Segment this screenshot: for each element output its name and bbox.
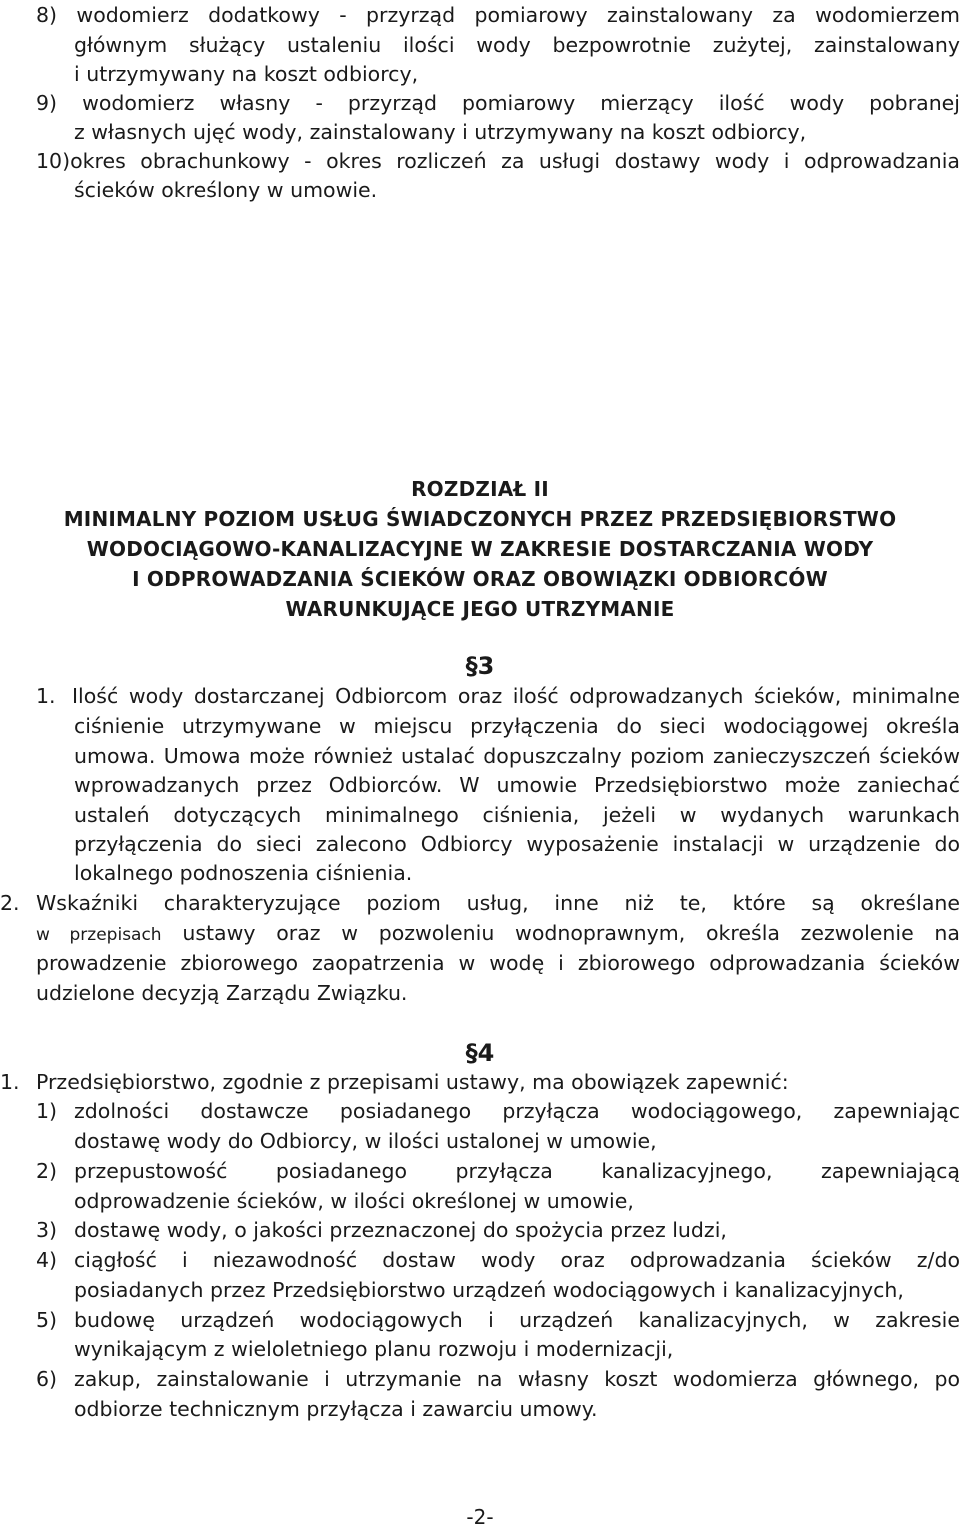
paragraph-number: 1. bbox=[0, 1070, 20, 1094]
paragraph-line: ciśnienie utrzymywane w miejscu przyłączenia do sieci wodociągowej określa bbox=[74, 714, 960, 738]
page-number: -2- bbox=[466, 1505, 494, 1529]
item-number: 4) bbox=[36, 1248, 58, 1272]
paragraph-text: Ilość wody dostarczanej Odbiorcom oraz ilość odprowadzanych ścieków, minimalne bbox=[72, 684, 960, 708]
item-number: 9) bbox=[36, 91, 58, 115]
item-text: okres obrachunkowy - okres rozliczeń za usługi dostawy wody i odprowadzania bbox=[70, 149, 960, 173]
item-number: 5) bbox=[36, 1308, 58, 1332]
item-text: wodomierz własny - przyrząd pomiarowy mierzący ilość wody pobranej bbox=[82, 91, 960, 115]
item-line: wynikającym z wieloletniego planu rozwoju i modernizacji, bbox=[74, 1337, 674, 1361]
chapter-title: ROZDZIAŁ II bbox=[411, 477, 549, 501]
item-text: ciągłość i niezawodność dostaw wody oraz odprowadzania ścieków z/do bbox=[74, 1248, 960, 1272]
definition-line: z własnych ujęć wody, zainstalowany i utrzymywany na koszt odbiorcy, bbox=[74, 120, 807, 144]
item-text: wodomierz dodatkowy - przyrząd pomiarowy zainstalowany za wodomierzem bbox=[76, 3, 960, 27]
paragraph-line: przyłączenia do sieci zalecono Odbiorcy wyposażenie instalacji w urządzenie do bbox=[74, 832, 960, 856]
paragraph-line: lokalnego podnoszenia ciśnienia. bbox=[74, 861, 413, 885]
section-3-paragraph-2 bbox=[0, 888, 960, 918]
obligation-item-3 bbox=[36, 1215, 960, 1245]
item-number: 1) bbox=[36, 1099, 58, 1123]
paragraph-line: umowa. Umowa może również ustalać dopuszczalny poziom zanieczyszczeń ścieków bbox=[74, 744, 960, 768]
chapter-heading-line: MINIMALNY POZIOM USŁUG ŚWIADCZONYCH PRZEZ PRZEDSIĘBIORSTWO bbox=[63, 507, 897, 531]
section-4-heading bbox=[0, 1038, 960, 1068]
chapter-heading-line: WODOCIĄGOWO-KANALIZACYJNE W ZAKRESIE DOSTARCZANIA WODY bbox=[86, 537, 874, 561]
definition-item-9 bbox=[36, 88, 960, 118]
paragraph-text: Wskaźniki charakteryzujące poziom usług, inne niż te, które są określane bbox=[36, 891, 960, 915]
item-number: 6) bbox=[36, 1367, 58, 1391]
item-line: posiadanych przez Przedsiębiorstwo urządzeń wodociągowych i kanalizacyjnych, bbox=[74, 1278, 904, 1302]
paragraph-line: udzielone decyzją Zarządu Związku. bbox=[36, 981, 408, 1005]
paragraph-number: 1. bbox=[36, 684, 56, 708]
paragraph-line bbox=[36, 918, 960, 950]
item-number: 3) bbox=[36, 1218, 58, 1242]
item-number: 10) bbox=[36, 149, 71, 173]
item-text: budowę urządzeń wodociągowych i urządzeń kanalizacyjnych, w zakresie bbox=[74, 1308, 960, 1332]
paragraph-number: 2. bbox=[0, 891, 20, 915]
item-line: odbiorze technicznym przyłącza i zawarciu umowy. bbox=[74, 1397, 598, 1421]
paragraph-text-small: w przepisach bbox=[36, 925, 162, 945]
paragraph-text: Przedsiębiorstwo, zgodnie z przepisami ustawy, ma obowiązek zapewnić: bbox=[36, 1070, 789, 1094]
definition-line: ścieków określony w umowie. bbox=[74, 178, 378, 202]
item-text: zakup, zainstalowanie i utrzymanie na własny koszt wodomierza głównego, po bbox=[74, 1367, 960, 1391]
definition-item-8 bbox=[0, 0, 960, 30]
section-3-paragraph-1 bbox=[36, 681, 960, 711]
section-3-heading bbox=[0, 651, 960, 681]
paragraph-line: prowadzenie zbiorowego zaopatrzenia w wodę i zbiorowego odprowadzania ścieków bbox=[36, 951, 960, 975]
obligation-item-5 bbox=[36, 1305, 960, 1335]
paragraph-line: wprowadzanych przez Odbiorców. W umowie Przedsiębiorstwo może zaniechać bbox=[74, 773, 960, 797]
item-number: 2) bbox=[36, 1159, 58, 1183]
paragraph-text: ustawy oraz w pozwoleniu wodnoprawnym, określa zezwolenie na bbox=[182, 921, 960, 945]
definition-line: głównym służący ustaleniu ilości wody bezpowrotnie zużytej, zainstalowany bbox=[74, 33, 960, 57]
item-text: zdolności dostawcze posiadanego przyłącza wodociągowego, zapewniając bbox=[74, 1099, 960, 1123]
item-number: 8) bbox=[36, 3, 58, 27]
paragraph-line: ustaleń dotyczących minimalnego ciśnienia, jeżeli w wydanych warunkach bbox=[74, 803, 960, 827]
definition-item-10 bbox=[36, 146, 960, 176]
section-4-paragraph-1 bbox=[0, 1067, 960, 1097]
chapter-heading-line: WARUNKUJĄCE JEGO UTRZYMANIE bbox=[285, 597, 675, 621]
item-line: dostawę wody do Odbiorcy, w ilości ustalonej w umowie, bbox=[74, 1129, 657, 1153]
obligation-item-6 bbox=[36, 1364, 960, 1394]
definition-line: i utrzymywany na koszt odbiorcy, bbox=[74, 62, 419, 86]
section-number: 3 bbox=[477, 652, 495, 680]
item-text: dostawę wody, o jakości przeznaczonej do spożycia przez ludzi, bbox=[74, 1218, 727, 1242]
item-line: odprowadzenie ścieków, w ilości określonej w umowie, bbox=[74, 1189, 634, 1213]
section-sign-icon: § bbox=[465, 1039, 478, 1067]
obligation-item-4 bbox=[36, 1245, 960, 1275]
obligation-item-1 bbox=[36, 1096, 960, 1126]
obligation-item-2 bbox=[36, 1156, 960, 1186]
section-sign-icon: § bbox=[465, 652, 478, 680]
item-text: przepustowość posiadanego przyłącza kanalizacyjnego, zapewniającą bbox=[74, 1159, 960, 1183]
chapter-heading-line: I ODPROWADZANIA ŚCIEKÓW ORAZ OBOWIĄZKI ODBIORCÓW bbox=[132, 567, 828, 591]
section-number: 4 bbox=[477, 1039, 495, 1067]
